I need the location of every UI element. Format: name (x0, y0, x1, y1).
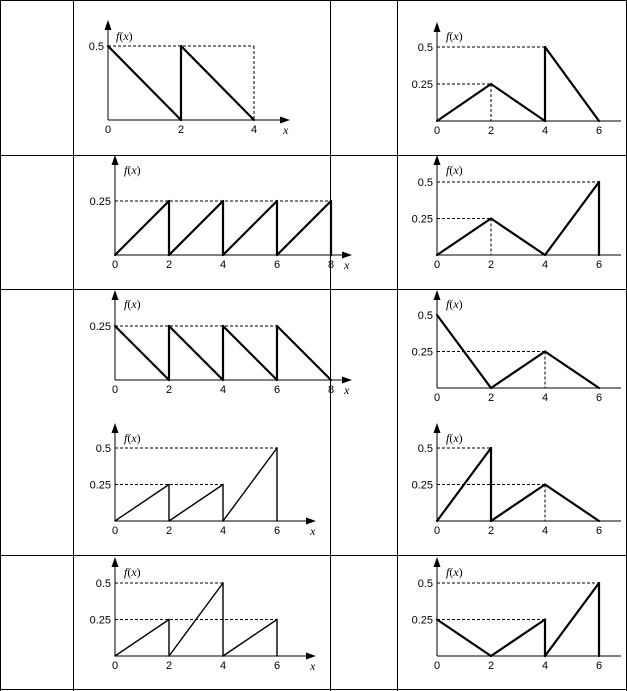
x-tick-label: 0 (104, 124, 112, 136)
y-tick-label: 0.5 (417, 177, 433, 189)
x-tick-label: 6 (273, 660, 281, 672)
x-tick-label: 0 (111, 384, 119, 396)
function-segment (223, 326, 277, 380)
function-segment (545, 182, 599, 255)
y-tick-label: 0.5 (417, 443, 433, 455)
x-tick-label: 0 (433, 259, 441, 271)
y-tick-label: 0.5 (417, 310, 433, 322)
function-segment (277, 201, 331, 255)
x-tick-label: 8 (327, 259, 335, 271)
function-segment (437, 84, 491, 121)
graph-g7 (90, 423, 316, 538)
function-segment (277, 326, 331, 380)
function-segment (545, 485, 599, 522)
x-tick-label: 4 (219, 660, 227, 672)
y-axis-arrow-icon (112, 155, 119, 165)
function-segment (169, 326, 223, 380)
function-segment (437, 219, 491, 256)
y-tick-label: 0.25 (411, 213, 433, 226)
graph-g8 (412, 423, 621, 537)
x-tick-label: 2 (165, 259, 173, 271)
x-tick-label: 2 (165, 384, 173, 396)
y-tick-label: 0.25 (89, 479, 111, 492)
graph-g4 (412, 155, 621, 271)
fx-axis-label: f(x) (446, 565, 463, 579)
function-segment (545, 352, 599, 389)
y-tick-label: 0.5 (95, 578, 111, 590)
x-tick-label: 4 (250, 124, 258, 136)
function-segment (491, 84, 545, 121)
function-segment (437, 620, 491, 657)
x-tick-label: 6 (273, 384, 281, 396)
y-tick-label: 0.25 (89, 196, 111, 208)
x-axis-label: x (310, 524, 316, 538)
function-segment (491, 485, 545, 522)
x-tick-label: 4 (541, 392, 549, 404)
y-tick-label: 0.5 (95, 443, 111, 455)
function-segment (108, 46, 181, 120)
y-tick-label: 0.5 (417, 578, 433, 590)
fx-axis-label: f(x) (124, 565, 141, 579)
x-tick-label: 0 (111, 259, 119, 271)
x-tick-label: 6 (595, 392, 603, 404)
x-tick-label: 2 (487, 660, 495, 672)
x-tick-label: 0 (433, 125, 441, 137)
x-axis-label: x (310, 659, 316, 673)
fx-axis-label: f(x) (446, 29, 463, 43)
graph-g9 (90, 557, 316, 673)
function-segment (223, 201, 277, 255)
function-segment (115, 201, 169, 255)
x-tick-label: 2 (165, 525, 173, 537)
x-tick-label: 6 (273, 259, 281, 271)
x-tick-label: 4 (541, 660, 549, 672)
x-tick-label: 4 (219, 525, 227, 537)
function-segment (115, 620, 169, 657)
y-axis-arrow-icon (112, 423, 119, 433)
graph-g3 (90, 155, 352, 272)
y-tick-label: 0.25 (411, 346, 433, 359)
fx-axis-label: f(x) (446, 297, 463, 311)
x-tick-label: 0 (111, 660, 119, 672)
x-tick-label: 6 (273, 525, 281, 537)
x-tick-label: 6 (595, 259, 603, 271)
function-segment (181, 46, 254, 120)
graph-g10 (412, 557, 621, 672)
y-axis-arrow-icon (434, 290, 441, 300)
function-segment (115, 326, 169, 380)
x-tick-label: 4 (541, 259, 549, 271)
fx-axis-label: f(x) (124, 431, 141, 445)
y-axis-arrow-icon (434, 423, 441, 433)
y-axis-arrow-icon (434, 22, 441, 32)
x-tick-label: 0 (433, 525, 441, 537)
function-segment (169, 201, 223, 255)
x-axis-label: x (344, 383, 350, 397)
function-segment (491, 219, 545, 256)
fx-axis-label: f(x) (124, 297, 141, 311)
x-tick-label: 2 (487, 392, 495, 404)
graphs-layer (89, 20, 621, 673)
function-segment (491, 352, 545, 389)
fx-axis-label: f(x) (446, 431, 463, 445)
y-tick-label: 0.25 (411, 614, 433, 627)
fx-axis-label: f(x) (124, 163, 141, 177)
x-tick-label: 4 (219, 384, 227, 396)
x-tick-label: 6 (595, 660, 603, 672)
x-tick-label: 2 (487, 525, 495, 537)
function-segment (545, 583, 599, 656)
y-axis-arrow-icon (105, 20, 112, 30)
y-axis-arrow-icon (434, 557, 441, 567)
y-tick-label: 0.5 (417, 42, 433, 54)
x-tick-label: 4 (541, 525, 549, 537)
y-axis-arrow-icon (112, 557, 119, 567)
y-tick-label: 0.25 (411, 79, 433, 91)
y-axis-arrow-icon (112, 290, 119, 300)
graph-g2 (412, 22, 621, 137)
x-tick-label: 2 (487, 125, 495, 137)
graph-g1 (89, 20, 290, 137)
function-segment (545, 47, 599, 121)
x-tick-label: 0 (433, 660, 441, 672)
y-axis-arrow-icon (434, 155, 441, 165)
x-tick-label: 0 (111, 525, 119, 537)
x-axis-label: x (283, 123, 289, 137)
x-tick-label: 8 (327, 384, 335, 396)
x-tick-label: 4 (219, 259, 227, 271)
graph-g5 (90, 290, 352, 397)
function-segment (115, 485, 169, 522)
x-tick-label: 4 (541, 125, 549, 137)
y-tick-label: 0.25 (411, 479, 433, 492)
x-tick-label: 6 (595, 525, 603, 537)
x-tick-label: 2 (177, 124, 185, 136)
fx-axis-label: f(x) (446, 163, 463, 177)
function-segment (223, 448, 277, 521)
x-tick-label: 6 (595, 125, 603, 137)
y-tick-label: 0.5 (88, 41, 104, 53)
graph-g6 (412, 290, 621, 404)
function-segment (223, 620, 277, 657)
x-tick-label: 0 (433, 392, 441, 404)
y-tick-label: 0.25 (89, 321, 111, 333)
y-tick-label: 0.25 (89, 614, 111, 627)
fx-axis-label: f(x) (116, 29, 133, 43)
function-segment (169, 485, 223, 522)
x-tick-label: 2 (165, 660, 173, 672)
x-tick-label: 2 (487, 259, 495, 271)
x-axis-label: x (344, 258, 350, 272)
function-segment (491, 620, 545, 657)
